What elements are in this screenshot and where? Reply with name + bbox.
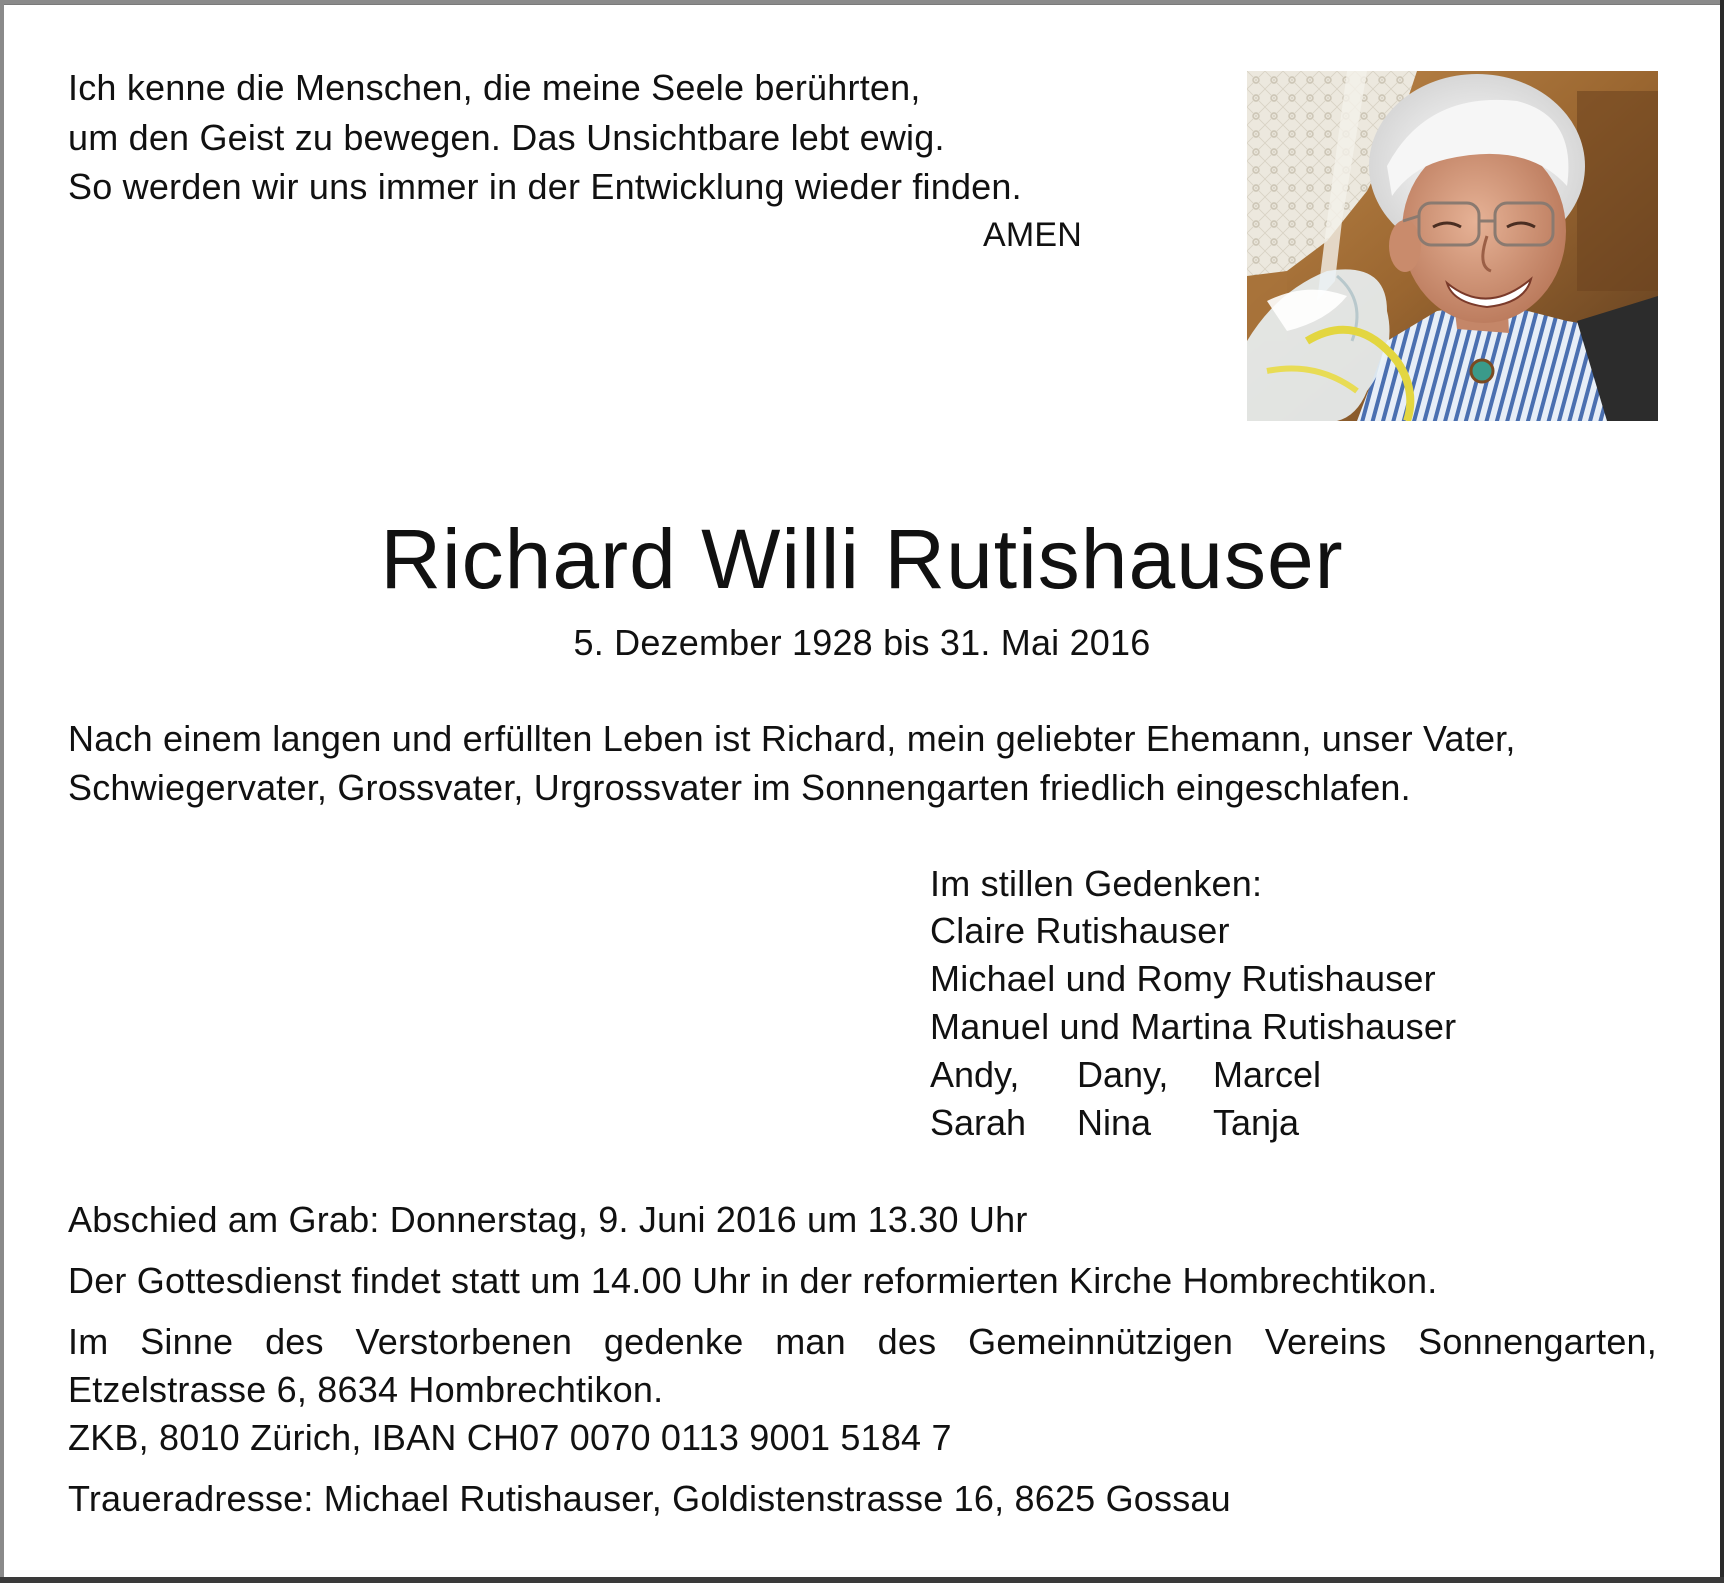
mourners-heading: Im stillen Gedenken: <box>930 863 1263 904</box>
frame-bottom-edge <box>0 1577 1724 1583</box>
grandchild-name: Dany, <box>1077 1054 1169 1095</box>
donation-line: Im Sinne des Verstorbenen gedenke man des Gemeinnützigen Vereins Sonnengarten, <box>68 1321 1657 1362</box>
poem-line: Ich kenne die Menschen, die meine Seele berührten, <box>68 67 921 108</box>
grandchild-name: Tanja <box>1213 1102 1300 1143</box>
life-dates: 5. Dezember 1928 bis 31. Mai 2016 <box>573 622 1151 663</box>
service-info: Der Gottesdienst findet statt um 14.00 Uhr in der reformierten Kirche Hombrechtikon. <box>68 1260 1438 1301</box>
face <box>1402 139 1566 323</box>
mourner-name: Michael und Romy Rutishauser <box>930 958 1436 999</box>
grandchild-name: Marcel <box>1213 1054 1322 1095</box>
frame-right-edge <box>1720 0 1724 1583</box>
poem-closing: AMEN <box>983 216 1083 254</box>
donation-bank-line: ZKB, 8010 Zürich, IBAN CH07 0070 0113 9001 5184 7 <box>68 1417 952 1458</box>
announcement-line: Schwiegervater, Grossvater, Urgrossvater im Sonnengarten friedlich eingeschlafen. <box>68 767 1411 808</box>
mourner-name: Manuel und Martina Rutishauser <box>930 1006 1457 1047</box>
farewell-info: Abschied am Grab: Donnerstag, 9. Juni 2016 um 13.30 Uhr <box>68 1199 1028 1240</box>
portrait-image <box>1247 71 1658 421</box>
announcement-line: Nach einem langen und erfüllten Leben ist Richard, mein geliebter Ehemann, unser Vater, <box>68 718 1516 759</box>
mourner-name: Claire Rutishauser <box>930 910 1230 951</box>
mourning-address: Traueradresse: Michael Rutishauser, Goldistenstrasse 16, 8625 Gossau <box>68 1478 1231 1519</box>
grandchild-name: Andy, <box>930 1054 1020 1095</box>
poem-line: So werden wir uns immer in der Entwicklung wieder finden. <box>68 166 1022 207</box>
deceased-name: Richard Willi Rutishauser <box>380 512 1344 606</box>
donation-line: Etzelstrasse 6, 8634 Hombrechtikon. <box>68 1369 664 1410</box>
grandchild-name: Nina <box>1077 1102 1152 1143</box>
poem-line: um den Geist zu bewegen. Das Unsichtbare lebt ewig. <box>68 117 945 158</box>
portrait-photo <box>1247 71 1658 421</box>
grandchild-name: Sarah <box>930 1102 1027 1143</box>
